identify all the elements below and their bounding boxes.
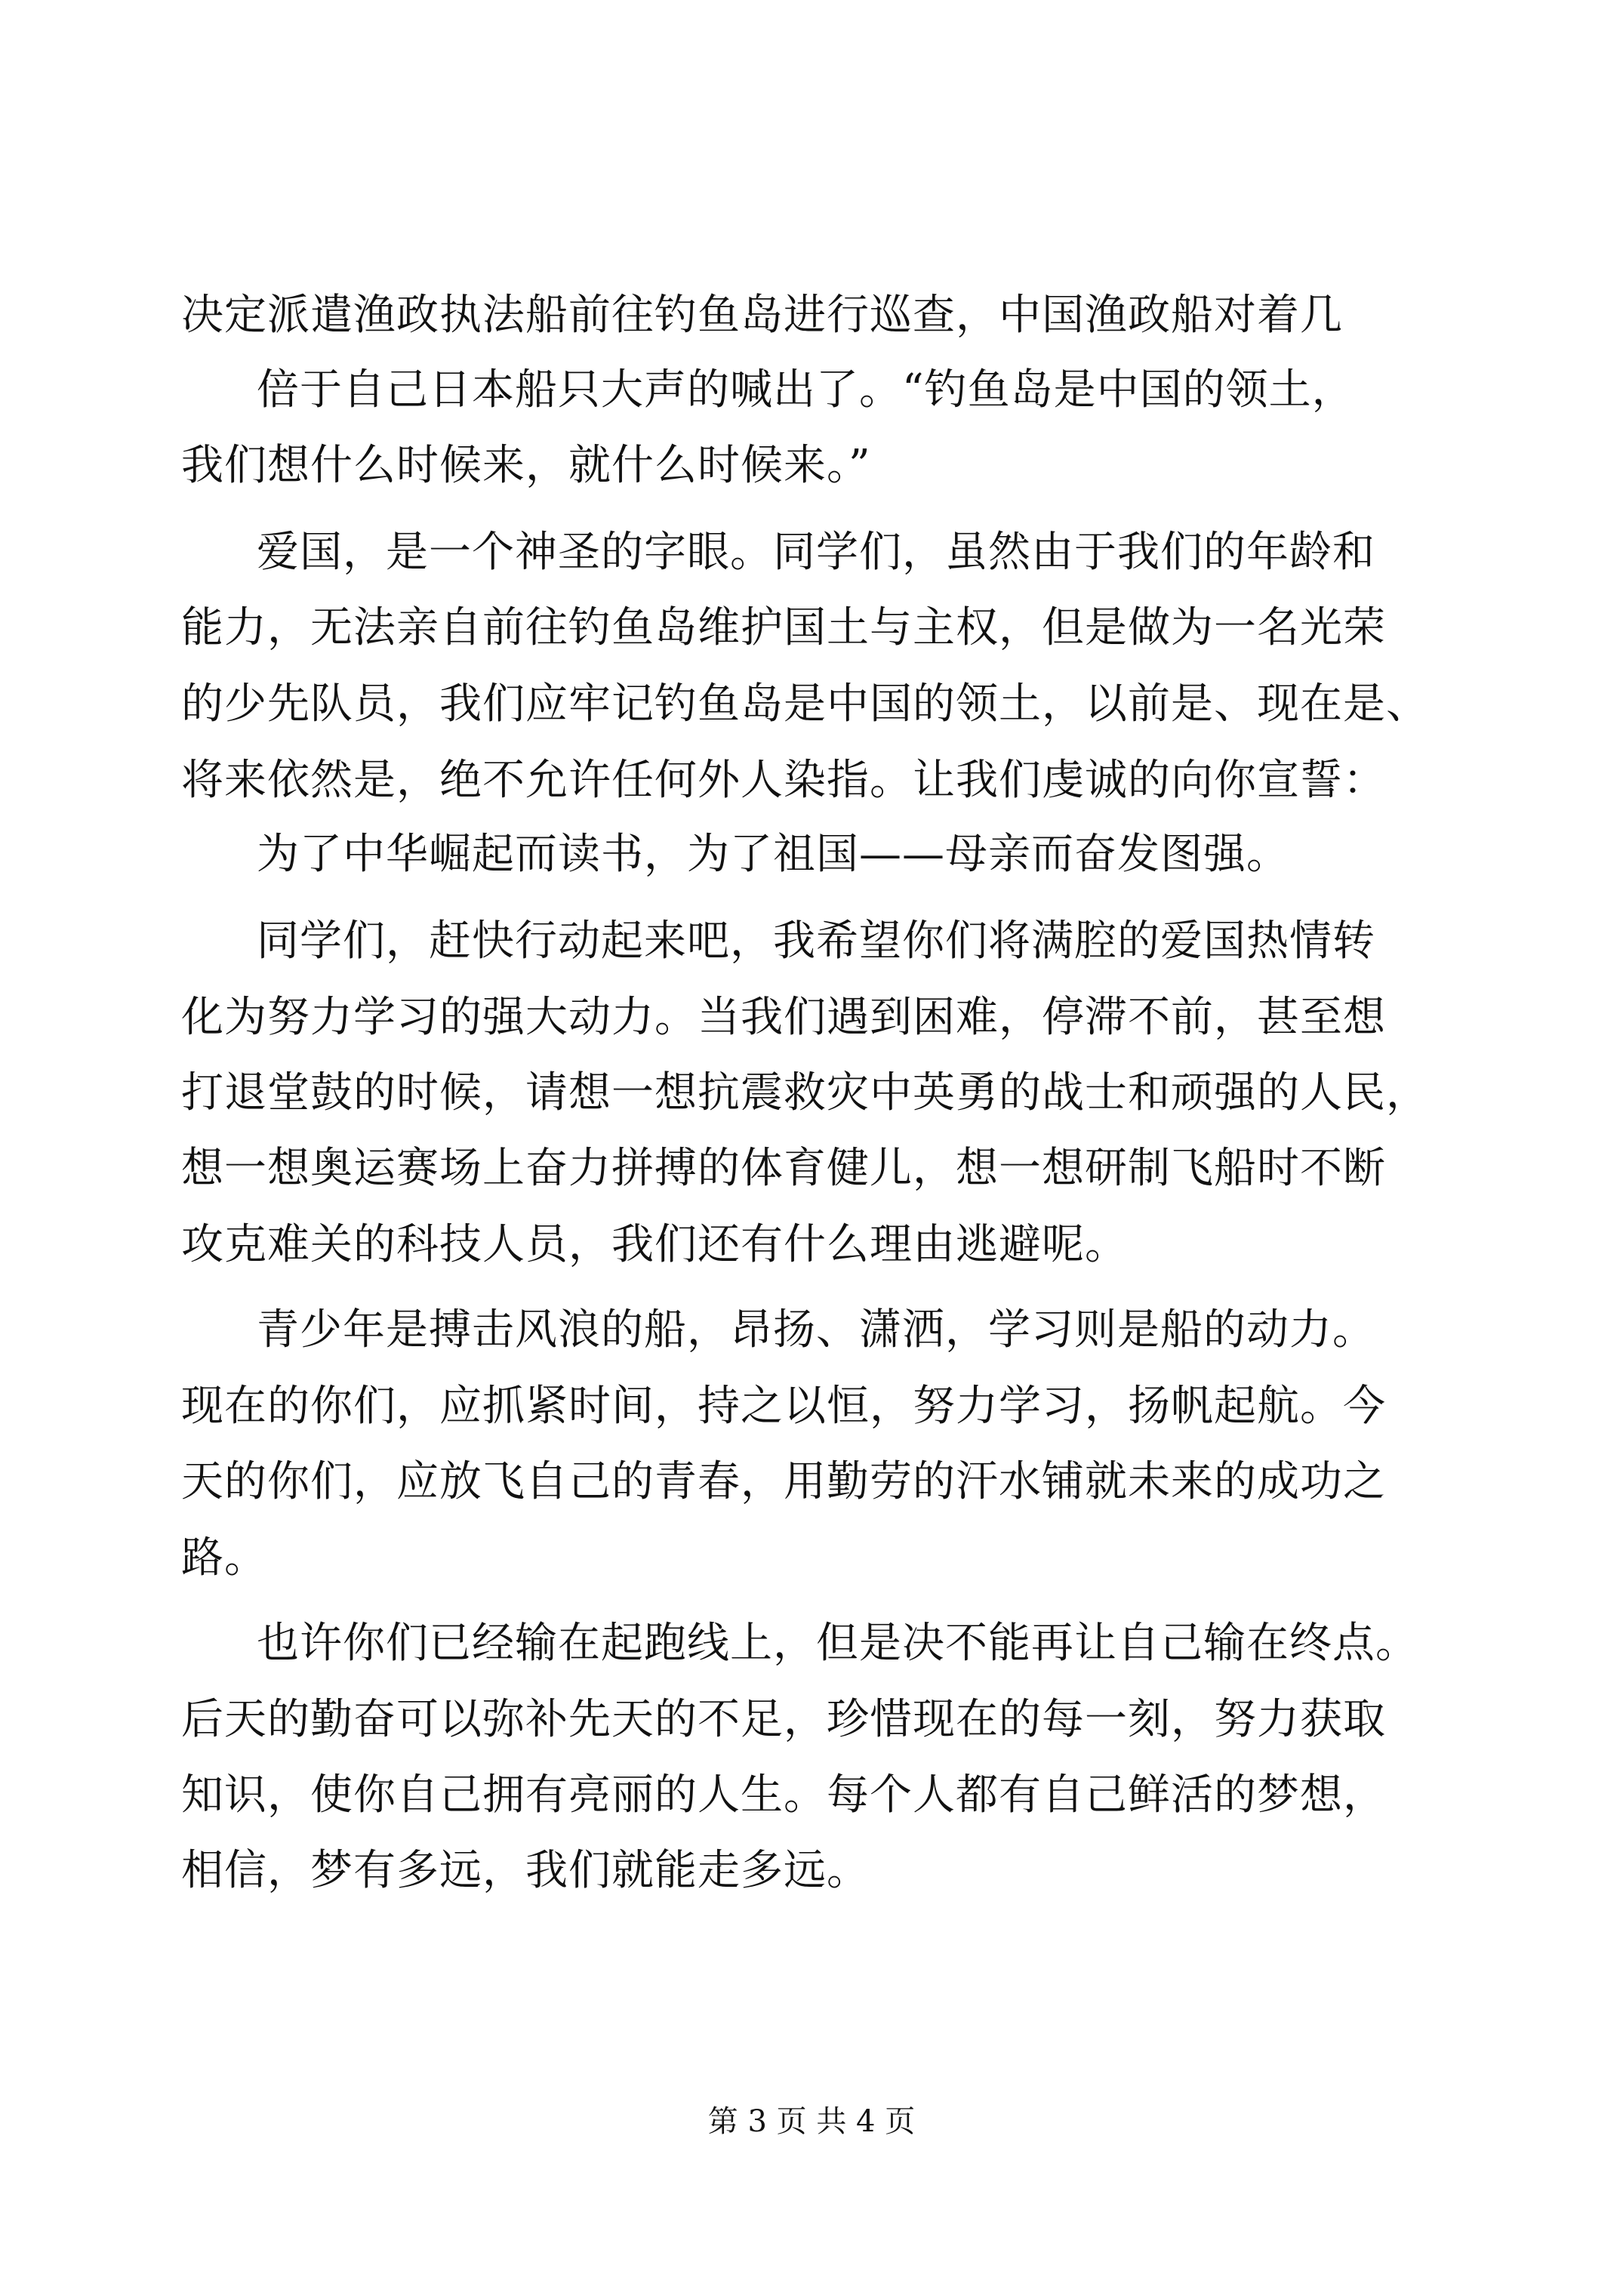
text-line: 青少年是搏击风浪的船，昂扬、潇洒，学习则是船的动力。 [257, 1305, 1375, 1354]
text-line: 路。 [181, 1533, 267, 1583]
text-line: 的少先队员，我们应牢记钓鱼岛是中国的领土，以前是、现在是、 [181, 680, 1429, 729]
text-line: 知识，使你自己拥有亮丽的人生。每个人都有自己鲜活的梦想， [181, 1771, 1386, 1820]
text-line: 能力，无法亲自前往钓鱼岛维护国土与主权，但是做为一名光荣 [181, 603, 1386, 652]
text-line: 攻克难关的科技人员，我们还有什么理由逃避呢。 [181, 1220, 1128, 1269]
text-line: 将来依然是，绝不允许任何外人染指。让我们虔诚的向你宣誓： [181, 756, 1386, 805]
text-line: 我们想什么时候来，就什么时候来。” [181, 441, 871, 490]
text-line: 相信，梦有多远，我们就能走多远。 [181, 1846, 870, 1895]
text-line: 后天的勤奋可以弥补先天的不足，珍惜现在的每一刻，努力获取 [181, 1695, 1386, 1744]
text-line: 为了中华崛起而读书，为了祖国——母亲而奋发图强。 [257, 830, 1289, 879]
text-line: 现在的你们，应抓紧时间，持之以恒，努力学习，扬帆起航。今 [181, 1382, 1386, 1431]
text-line: 打退堂鼓的时候，请想一想抗震救灾中英勇的战士和顽强的人民， [181, 1068, 1429, 1117]
text-line: 爱国，是一个神圣的字眼。同学们，虽然由于我们的年龄和 [257, 528, 1375, 577]
text-line: 想一想奥运赛场上奋力拼搏的体育健儿，想一想研制飞船时不断 [181, 1144, 1386, 1193]
page-number-footer: 第 3 页 共 4 页 [707, 2104, 916, 2139]
text-line: 化为努力学习的强大动力。当我们遇到困难，停滞不前，甚至想 [181, 993, 1386, 1042]
text-line: 倍于自己日本船只大声的喊出了。“钓鱼岛是中国的领土， [257, 365, 1355, 415]
text-line: 同学们，赶快行动起来吧，我希望你们将满腔的爱国热情转 [257, 917, 1375, 966]
text-line: 决定派遣渔政执法船前往钓鱼岛进行巡查，中国渔政船对着几 [181, 291, 1343, 340]
text-line: 天的你们，应放飞自己的青春，用勤劳的汗水铺就未来的成功之 [181, 1457, 1386, 1506]
text-line: 也许你们已经输在起跑线上，但是决不能再让自己输在终点。 [257, 1619, 1418, 1668]
